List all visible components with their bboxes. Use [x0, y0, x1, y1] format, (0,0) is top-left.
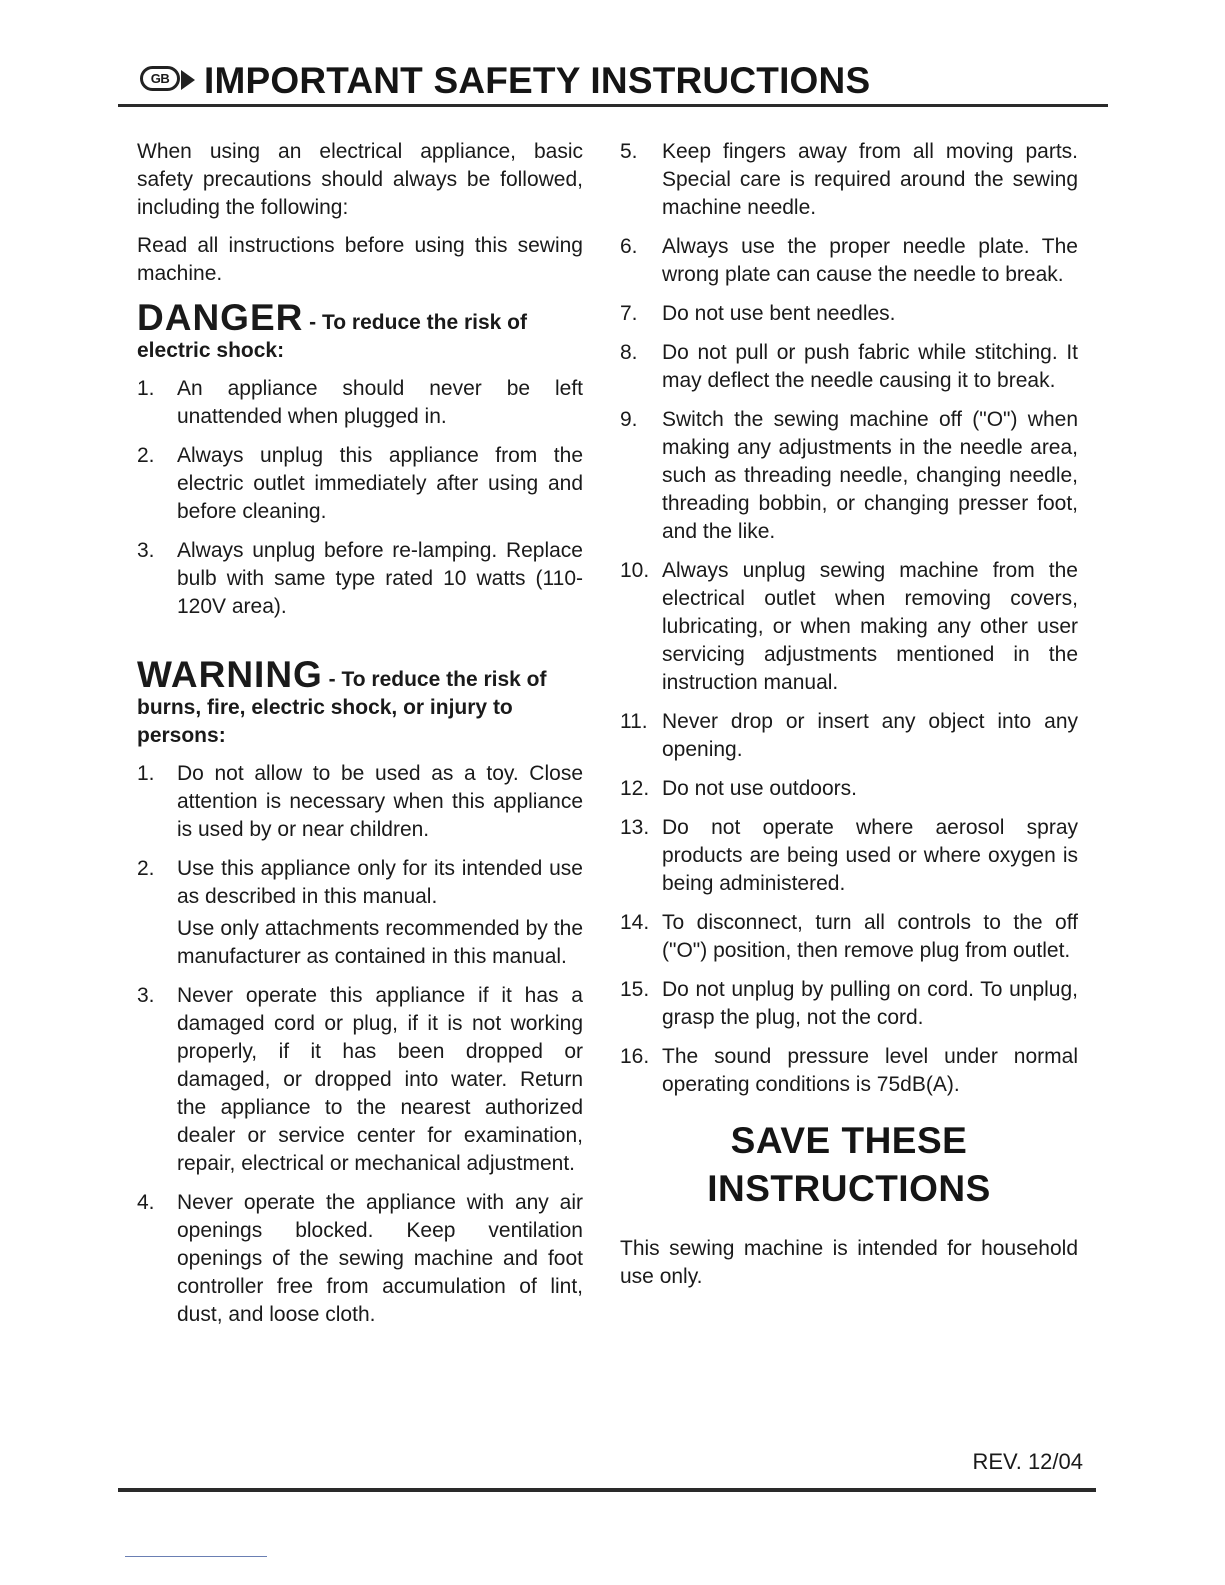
list-item — [137, 442, 583, 526]
list-item — [620, 708, 1078, 764]
item-text: An appliance should never be left unattended when plugged in. — [177, 377, 583, 428]
item-text: Do not operate where aerosol spray products are being used or where oxygen is being administered. — [662, 816, 1078, 895]
page-title: IMPORTANT SAFETY INSTRUCTIONS — [204, 60, 871, 101]
list-item — [137, 375, 583, 431]
list-item — [620, 814, 1078, 898]
warning-list-right — [620, 138, 1078, 1099]
item-text: Always unplug before re-lamping. Replace bulb with same type rated 10 watts (110-120V area). — [177, 539, 583, 618]
item-text: Never drop or insert any object into any opening. — [662, 710, 1078, 761]
item-number: 3. — [137, 984, 155, 1007]
item-number: 10. — [620, 559, 650, 582]
item-number: 12. — [620, 777, 650, 800]
page-header — [118, 58, 1108, 107]
item-number: 4. — [137, 1191, 155, 1214]
list-item — [620, 557, 1078, 697]
item-text: Do not pull or push fabric while stitching. It may deflect the needle causing it to break. — [662, 341, 1078, 392]
revision-label: REV. 12/04 — [972, 1449, 1083, 1474]
item-text: Always use the proper needle plate. The wrong plate can cause the needle to break. — [662, 235, 1078, 286]
save-line-2: INSTRUCTIONS — [707, 1168, 991, 1209]
item-text: Do not allow to be used as a toy. Close attention is necessary when this appliance is used by or near children. — [177, 762, 583, 841]
list-item — [620, 339, 1078, 395]
list-item — [137, 537, 583, 621]
list-item — [137, 982, 583, 1178]
item-extra-text: Use only attachments recommended by the manufacturer as contained in this manual. — [177, 917, 583, 968]
danger-heading — [137, 297, 583, 365]
warning-subtitle: - To reduce the risk of burns, fire, electric shock, or injury to persons: — [137, 668, 547, 747]
item-number: 7. — [620, 302, 638, 325]
item-number: 1. — [137, 377, 155, 400]
read-instructions-paragraph: Read all instructions before using this sewing machine. — [137, 234, 583, 285]
item-text: Never operate this appliance if it has a damaged cord or plug, if it is not working properly, if it has been dropped or damaged, or dropped into water. Return the appliance to the nearest authorized dealer or service center for examination, repair, electrical or mechanical adjustment. — [177, 984, 583, 1175]
item-number: 13. — [620, 816, 650, 839]
item-text: Never operate the appliance with any air openings blocked. Keep ventilation openings of the sewing machine and foot controller free from accumulation of lint, dust, and loose cloth. — [177, 1191, 583, 1326]
list-item — [137, 1189, 583, 1329]
item-number: 15. — [620, 978, 650, 1001]
list-item — [620, 406, 1078, 546]
list-item — [620, 233, 1078, 289]
item-text: Keep fingers away from all moving parts. Special care is required around the sewing machine needle. — [662, 140, 1078, 219]
list-item — [620, 775, 1078, 803]
warning-list-left — [137, 760, 583, 1329]
item-text: Switch the sewing machine off ("O") when making any adjustments in the needle area, such as threading needle, changing needle, threading bobbin, or changing presser foot, and the like. — [662, 408, 1078, 543]
item-number: 2. — [137, 444, 155, 467]
item-number: 3. — [137, 539, 155, 562]
warning-heading — [137, 654, 583, 750]
item-number: 6. — [620, 235, 638, 258]
save-line-1: SAVE THESE — [730, 1120, 968, 1161]
list-item — [137, 760, 583, 844]
item-text: Do not use bent needles. — [662, 302, 896, 325]
list-item — [620, 1043, 1078, 1099]
item-number: 2. — [137, 857, 155, 880]
item-text: Use this appliance only for its intended use as described in this manual. — [177, 857, 583, 908]
arrow-right-icon — [181, 70, 195, 90]
item-text: Do not use outdoors. — [662, 777, 857, 800]
danger-list — [137, 375, 583, 621]
item-number: 1. — [137, 762, 155, 785]
warning-word: WARNING — [137, 654, 323, 695]
left-column — [137, 138, 583, 1340]
item-text: Always unplug this appliance from the electric outlet immediately after using and before cleaning. — [177, 444, 583, 523]
list-item — [620, 909, 1078, 965]
household-use-paragraph: This sewing machine is intended for household use only. — [620, 1237, 1078, 1288]
list-item — [620, 138, 1078, 222]
list-item — [620, 300, 1078, 328]
item-number: 16. — [620, 1045, 650, 1068]
item-number: 5. — [620, 140, 638, 163]
footer-divider — [118, 1488, 1096, 1492]
gb-language-badge: GB — [140, 66, 180, 91]
bottom-link-underline — [125, 1556, 267, 1557]
item-number: 9. — [620, 408, 638, 431]
item-text: Do not unplug by pulling on cord. To unplug, grasp the plug, not the cord. — [662, 978, 1078, 1029]
danger-subtitle: - To reduce the risk of electric shock: — [137, 311, 527, 362]
item-number: 14. — [620, 911, 650, 934]
list-item — [620, 976, 1078, 1032]
item-number: 11. — [620, 710, 648, 733]
item-text: The sound pressure level under normal operating conditions is 75dB(A). — [662, 1045, 1078, 1096]
save-instructions-heading — [620, 1117, 1078, 1213]
intro-paragraph: When using an electrical appliance, basic safety precautions should always be followed, including the following: — [137, 140, 583, 219]
item-text: Always unplug sewing machine from the electrical outlet when removing covers, lubricating, or when making any other user servicing adjustments mentioned in the instruction manual. — [662, 559, 1078, 694]
list-item — [137, 855, 583, 971]
danger-word: DANGER — [137, 297, 304, 338]
item-number: 8. — [620, 341, 638, 364]
right-column — [620, 138, 1078, 1301]
item-text: To disconnect, turn all controls to the off ("O") position, then remove plug from outlet. — [662, 911, 1078, 962]
